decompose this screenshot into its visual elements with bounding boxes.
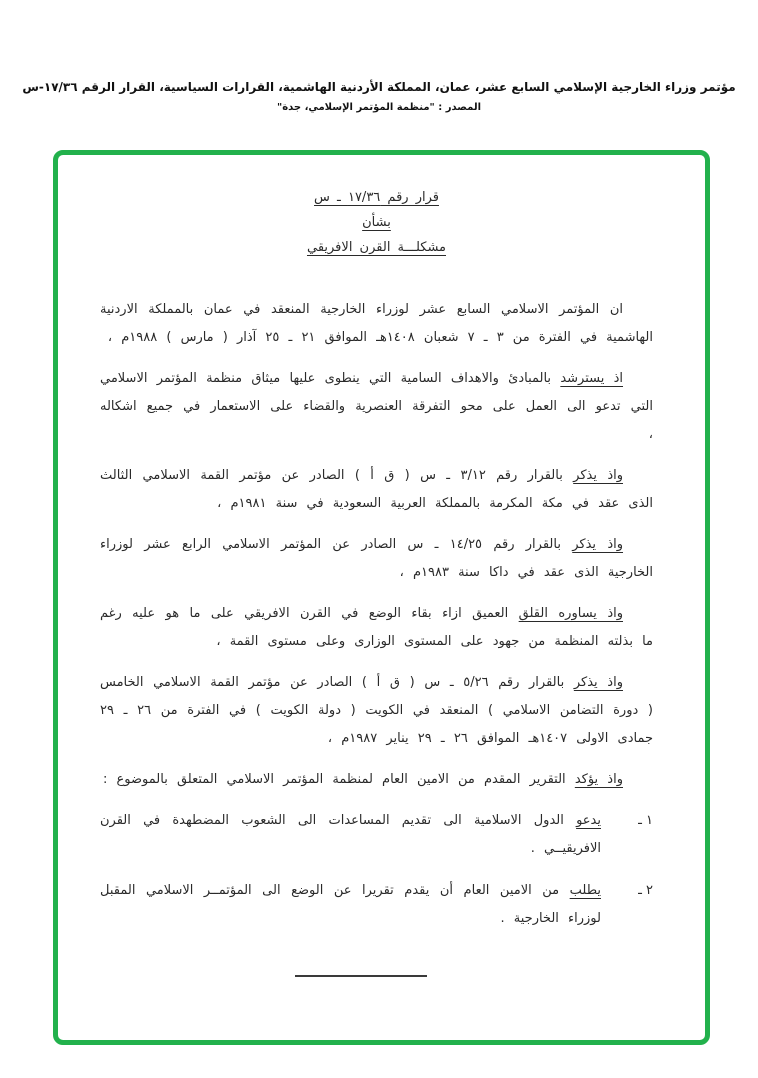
- paragraph-text: التقرير المقدم من الامين العام لمنظمة المؤتمر الاسلامي المتعلق بالموضوع :: [103, 772, 566, 787]
- paragraph-lead: اذ يسترشد: [560, 371, 624, 386]
- preamble-paragraph: [100, 531, 653, 587]
- item-number: ٢ ـ: [638, 883, 653, 898]
- item-text: [100, 877, 601, 933]
- end-divider: [295, 975, 427, 977]
- resolution-regarding-line: بشأن: [362, 215, 391, 230]
- operative-item: [100, 877, 653, 933]
- resolution-number-line: قرار رقم ١٧/٣٦ ـ س: [314, 190, 439, 205]
- item-body: الدول الاسلامية الى تقديم المساعدات الى الشعوب المضطهدة في القرن الافريقيــي .: [100, 813, 601, 856]
- item-lead: يطلب: [569, 883, 601, 898]
- item-lead: يدعو: [576, 813, 601, 828]
- source-line: المصدر : "منظمة المؤتمر الإسلامي، جدة": [276, 102, 481, 113]
- preamble-paragraph: [100, 600, 653, 656]
- operative-item: [100, 807, 653, 863]
- paragraph-text: بالمبادئ والاهداف السامية التي ينطوى عليها ميثاق منظمة المؤتمر الاسلامي التي تدعو الى العمل على محو التفرقة العنصرية والقضاء على الاستعمار في جميع اشكاله ،: [100, 371, 653, 442]
- paragraph-text: بالقرار رقم ٥/٢٦ ـ س ( ق أ ) الصادر عن مؤتمر القمة الاسلامي الخامس ( دورة التضامن الاسلامي ) المنعقد في الكويت ( دولة الكويت ) في الفترة من ٢٦ ـ ٢٩ جمادى الاولى ١٤٠٧هـ الموافق ٢٦ ـ ٢٩ يناير ١٩٨٧م ،: [100, 675, 654, 746]
- paragraph-text: ان المؤتمر الاسلامي السابع عشر لوزراء الخارجية المنعقد في عمان بالمملكة الاردنية الهاشمية في الفترة من ٣ ـ ٧ شعبان ١٤٠٨هـ الموافق ٢١ ـ ٢٥ آذار ( مارس ) ١٩٨٨م ،: [100, 302, 653, 345]
- resolution-subject-line: مشكلـــة القرن الافريقي: [306, 240, 446, 255]
- citation-header: [0, 80, 758, 113]
- paragraph-lead: واذ يساوره القلق: [518, 606, 623, 621]
- paragraph-text: العميق ازاء بقاء الوضع في القرن الافريقي على ما هو عليه رغم ما بذلته المنظمة من جهود على المستوى الوزارى وعلى مستوى القمة ،: [100, 606, 653, 649]
- preamble-paragraph: [100, 462, 653, 518]
- paragraph-lead: واذ يذكر: [572, 537, 624, 552]
- item-number: ١ ـ: [638, 813, 653, 828]
- paragraph-text: بالقرار رقم ٣/١٢ ـ س ( ق أ ) الصادر عن مؤتمر القمة الاسلامي الثالث الذى عقد في مكة المكرمة بالمملكة العربية السعودية في سنة ١٩٨١م ،: [100, 468, 653, 511]
- item-body: من الامين العام أن يقدم تقريرا عن الوضع الى المؤتمــر الاسلامي المقبل لوزراء الخارجية .: [100, 883, 601, 926]
- preamble-paragraph: [100, 365, 653, 449]
- paragraph-lead: واذ يذكر: [573, 468, 623, 483]
- preamble-paragraph: [100, 766, 653, 794]
- citation-line: مؤتمر وزراء الخارجية الإسلامي السابع عشر، عمان، المملكة الأردنية الهاشمية، القرارات السياسية، القرار الرقم ١٧/٣٦-س: [22, 80, 736, 94]
- scan-border-frame: [53, 150, 710, 1045]
- paragraph-text: بالقرار رقم ١٤/٢٥ ـ س الصادر عن المؤتمر الاسلامي الرابع عشر لوزراء الخارجية الذى عقد في داكا سنة ١٩٨٣م ،: [100, 537, 653, 580]
- paragraph-lead: واذ يذكر: [573, 675, 623, 690]
- preamble-paragraph: [100, 669, 653, 753]
- resolution-document: [58, 155, 705, 977]
- item-text: [100, 807, 601, 863]
- preamble-paragraph: [100, 296, 653, 352]
- resolution-title: [100, 185, 653, 260]
- paragraph-lead: واذ يؤكد: [574, 772, 623, 787]
